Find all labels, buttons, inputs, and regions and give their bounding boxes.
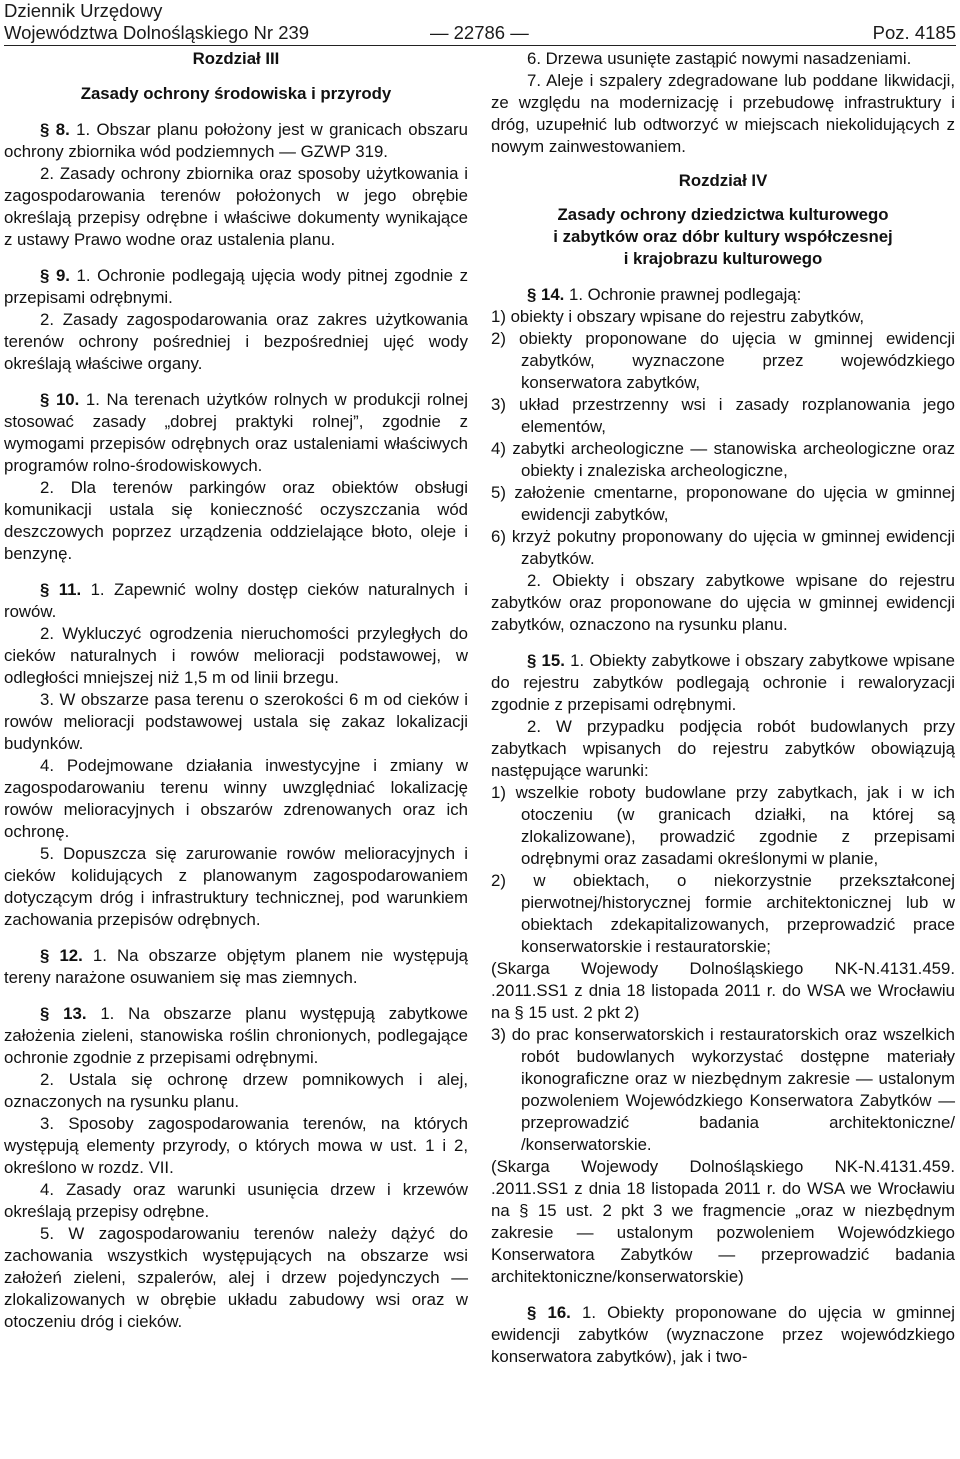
section-10-para-2: 2. Dla terenów parkingów oraz obiektów obsługi komunikacji ustala się konieczność oczyszczania wód deszczowych poprzez urządzenia oddzielające błoto, oleje i benzynę. (4, 478, 468, 563)
section-8-sign: § 8. (40, 120, 70, 139)
section-13-para-2: 2. Ustala się ochronę drzew pomnikowych i alej, oznaczonych na rysunku planu. (4, 1070, 468, 1111)
section-15-item: 3) do prac konserwatorskich i restauratorskich oraz wszelkich robót budowlanych wykorzystać dostępne materiały ikonograficzne oraz w niezbędnym zakresie — ustalonym pozwoleniem Wojewódzkiego Konserwatora Zabytków — przeprowadzić badania architektoniczne/ /konserwatorskie. (491, 1025, 955, 1154)
position-number: Poz. 4185 (872, 22, 956, 43)
section-10-para-1: § 10. 1. Na terenach użytków rolnych w produkcji rolnej stosować zasady „dobrej praktyki rolnej”, zgodnie z wymogami przepisów odrębnych oraz ustaleniami właściwych programów rolno-środowiskowych. (4, 390, 468, 475)
section-15-item: 1) wszelkie roboty budowlane przy zabytkach, jak i w ich otoczeniu (w granicach działki, na której są zlokalizowane), prowadzić zgodnie z przepisami odrębnymi oraz zasadami określonymi w planie, (491, 783, 955, 868)
section-15-item: 2) w obiektach, o niekorzystnie przekształconej pierwotnej/historycznej formie architektonicznej lub w obiektach zdekapitalizowanych, przeprowadzić prace konserwatorskie i restauratorskie; (491, 871, 955, 956)
section-16-para-1: § 16. 1. Obiekty proponowane do ujęcia w gminnej ewidencji zabytków (wyznaczone przez wojewódzkiego konserwatora zabytków), jak i two- (491, 1303, 955, 1366)
section-15-para-2: 2. W przypadku podjęcia robót budowlanych przy zabytkach wpisanych do rejestru zabytków obowiązują następujące warunki: (491, 717, 955, 780)
section-11-para-3: 3. W obszarze pasa terenu o szerokości 6 m od cieków i rowów melioracji podstawowej ustala się zakaz lokalizacji budynków. (4, 690, 468, 753)
section-12-para-1: § 12. 1. Na obszarze objętym planem nie występują tereny narażone osuwaniem się mas ziemnych. (4, 946, 469, 987)
section-15-sign: § 15. (527, 651, 565, 670)
section-12-sign: § 12. (40, 946, 83, 965)
skarga-note-1: (Skarga Wojewody Dolnośląskiego NK-N.4131.459. .2011.SS1 z dnia 18 listopada 2011 r. do WSA we Wrocławiu na § 15 ust. 2 pkt 2) (491, 959, 955, 1022)
chapter-4-subtitle-1: Zasady ochrony dziedzictwa kulturowego (557, 205, 889, 224)
section-14-sign: § 14. (527, 285, 565, 304)
section-10-sign: § 10. (40, 390, 80, 409)
page-header (4, 0, 956, 44)
chapter-3-title: Rozdział III (192, 49, 280, 68)
section-14-para-2: 2. Obiekty i obszary zabytkowe wpisane do rejestru zabytków oraz proponowane do ujęcia w gminnej ewidencji zabytków, oznaczono na rysunku planu. (491, 571, 955, 634)
header-rule (4, 45, 956, 46)
section-11-para-5: 5. Dopuszcza się zarurowanie rowów melioracyjnych i cieków kolidujących z planowanym zagospodarowaniem dotyczącym dróg i infrastruktury technicznej, pod warunkiem zachowania przepisów odrębnych. (4, 844, 468, 929)
left-column (4, 48, 468, 1333)
chapter-3-subtitle: Zasady ochrony środowiska i przyrody (80, 84, 392, 103)
journal-title: Dziennik Urzędowy (4, 0, 163, 21)
section-13-para-1: § 13. 1. Na obszarze planu występują zabytkowe założenia zieleni, stanowiska roślin chronionych, podlegające ochronie zgodnie z przepisami odrębnymi. (4, 1004, 468, 1067)
section-11-para-1: § 11. 1. Zapewnić wolny dostęp cieków naturalnych i rowów. (4, 580, 468, 621)
section-14-intro: § 14. 1. Ochronie prawnej podlegają: (527, 285, 802, 304)
section-14-item: 3) układ przestrzenny wsi i zasady rozplanowania jego elementów, (491, 395, 955, 436)
section-11-para-4: 4. Podejmowane działania inwestycyjne i zmiany w zagospodarowaniu terenu winny uwzględniać lokalizację rowów melioracyjnych i obszarów zdrenowanych oraz ich ochronę. (4, 756, 468, 841)
section-13-para-7: 7. Aleje i szpalery zdegradowane lub poddane likwidacji, ze względu na modernizację i przebudowę infrastruktury i dróg, uzupełnić lub odtworzyć w miejscach niekolidujących z nowym zainwestowaniem. (491, 71, 955, 156)
section-13-para-6: 6. Drzewa usunięte zastąpić nowymi nasadzeniami. (527, 49, 912, 68)
section-9-para-1: § 9. 1. Ochronie podlegają ujęcia wody pitnej zgodnie z przepisami odrębnymi. (4, 266, 468, 307)
section-9-para-2: 2. Zasady zagospodarowania oraz zakres użytkowania terenów ochrony pośredniej i bezpośredniej ujęć wody określają właściwe organy. (4, 310, 468, 373)
section-15-para-1: § 15. 1. Obiekty zabytkowe i obszary zabytkowe wpisane do rejestru zabytków podlegają ochronie i rewaloryzacji zgodnie z przepisami odrębnymi. (491, 651, 955, 714)
section-14-item: 5) założenie cmentarne, proponowane do ujęcia w gminnej ewidencji zabytków, (491, 483, 955, 524)
section-13-para-5: 5. W zagospodarowaniu terenów należy dążyć do zachowania wszystkich występujących na obszarze wsi założeń zieleni, szpalerów, alej i drzew pojedynczych — zlokalizowanych w obrębie układu zabudowy wsi oraz w otoczeniu dróg i cieków. (4, 1224, 468, 1331)
section-8-para-1: § 8. 1. Obszar planu położony jest w granicach obszaru ochrony zbiornika wód podziemnych — GZWP 319. (4, 120, 468, 161)
section-13-sign: § 13. (40, 1004, 87, 1023)
chapter-4-subtitle-3: i krajobrazu kulturowego (623, 249, 823, 268)
section-14-item: 1) obiekty i obszary wpisane do rejestru zabytków, (491, 307, 865, 326)
right-column (491, 48, 955, 1368)
section-9-sign: § 9. (40, 266, 70, 285)
section-11-sign: § 11. (40, 580, 82, 599)
section-16-sign: § 16. (527, 1303, 571, 1322)
journal-subtitle: Województwa Dolnośląskiego Nr 239 (4, 22, 310, 43)
skarga-note-2: (Skarga Wojewody Dolnośląskiego NK-N.4131.459. .2011.SS1 z dnia 18 listopada 2011 r. do WSA we Wrocławiu na § 15 ust. 2 pkt 3 we fragmencie „oraz w niezbędnym zakresie — ustalonym pozwoleniem Wojewódzkiego Konserwatora Zabytków — przeprowadzić badania architektoniczne/konserwatorskie) (491, 1157, 955, 1286)
section-8-para-2: 2. Zasady ochrony zbiornika oraz sposoby użytkowania i zagospodarowania terenów położonych w jego obrębie określają przepisy odrębne i właściwe dokumenty wynikające z ustawy Prawo wodne oraz ustalenia planu. (4, 164, 468, 249)
chapter-4-title: Rozdział IV (678, 171, 768, 190)
section-11-para-2: 2. Wykluczyć ogrodzenia nieruchomości przyległych do cieków naturalnych i rowów melioracji podstawowej, w odległości mniejszej niż 1,5 m od linii brzegu. (4, 624, 468, 687)
page-number: — 22786 — (430, 22, 529, 43)
section-14-item: 6) krzyż pokutny proponowany do ujęcia w gminnej ewidencji zabytków. (491, 527, 955, 568)
section-14-item: 4) zabytki archeologiczne — stanowiska archeologiczne oraz obiekty i znaleziska archeologiczne, (491, 439, 955, 480)
section-14-item: 2) obiekty proponowane do ujęcia w gminnej ewidencji zabytków, wyznaczone przez wojewódzkiego konserwatora zabytków, (491, 329, 955, 392)
section-13-para-4: 4. Zasady oraz warunki usunięcia drzew i krzewów określają przepisy odrębne. (4, 1180, 468, 1221)
chapter-4-subtitle-2: i zabytków oraz dóbr kultury współczesnej (553, 227, 893, 246)
section-13-para-3: 3. Sposoby zagospodarowania terenów, na których występują elementy przyrody, o których mowa w ust. 1 i 2, określono w rozdz. VII. (4, 1114, 468, 1177)
